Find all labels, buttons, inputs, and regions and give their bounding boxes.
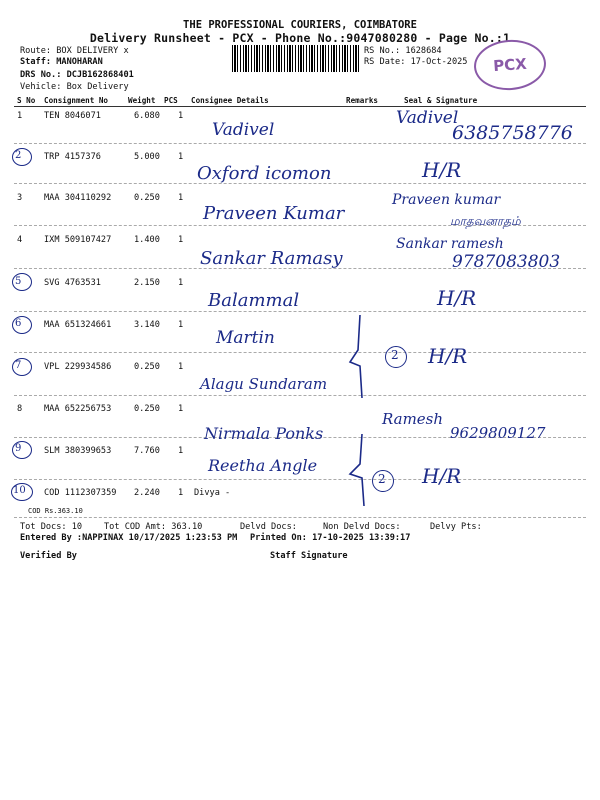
circled-number: 2 [378, 472, 386, 486]
row-sno: 2 [15, 150, 22, 161]
consignment-no: MAA 304110292 [44, 193, 112, 203]
handwritten-name: Martin [216, 328, 275, 348]
rs-date: RS Date: 17-Oct-2025 [364, 57, 468, 67]
signature: மாதவனாதம் [450, 214, 521, 228]
staff-signature: Staff Signature [270, 551, 348, 561]
signature: Ramesh [382, 410, 444, 428]
signature: H/R [422, 158, 462, 182]
row-sno: 10 [13, 485, 26, 496]
pcs: 1 [178, 278, 184, 288]
handwritten-name: Sankar Ramasy [200, 248, 343, 269]
pcs: 1 [178, 320, 184, 330]
verified-by: Verified By [20, 551, 77, 561]
pcs: 1 [178, 235, 184, 245]
weight: 0.250 [134, 362, 160, 372]
consignment-no: SLM 380399653 [44, 446, 112, 456]
circled-number: 2 [391, 348, 399, 362]
consignment-no: MAA 651324661 [44, 320, 112, 330]
total-docs: Tot Docs: 10 [20, 522, 83, 532]
signature: Vadivel [396, 108, 459, 128]
non-delivered-docs: Non Delvd Docs: [323, 522, 401, 532]
col-consignee: Consignee Details [191, 96, 269, 105]
barcode [232, 45, 360, 72]
signature: Praveen kumar [392, 192, 501, 208]
pcs: 1 [178, 111, 184, 121]
col-sno: S No [17, 96, 36, 105]
handwritten-name: Oxford icomon [197, 163, 332, 184]
weight: 3.140 [134, 320, 160, 330]
row-sno: 9 [15, 443, 22, 454]
col-pcs: PCS [164, 96, 178, 105]
consignment-no: TEN 8046071 [44, 111, 101, 121]
handwritten-name: Praveen Kumar [203, 203, 345, 224]
consignment-no: SVG 4763531 [44, 278, 101, 288]
handwritten-name: Reetha Angle [208, 456, 318, 475]
handwritten-name: Alagu Sundaram [200, 375, 328, 393]
pcs: 1 [178, 446, 184, 456]
weight: 6.080 [134, 111, 160, 121]
pcs: 1 [178, 488, 184, 498]
pcs: 1 [178, 362, 184, 372]
vehicle-label: Vehicle: Box Delivery [20, 82, 129, 92]
signature: H/R [437, 286, 477, 310]
bracket-mark [340, 430, 400, 510]
total-cod: Tot COD Amt: 363.10 [104, 522, 203, 532]
consignment-no: IXM 509107427 [44, 235, 112, 245]
company-title: THE PROFESSIONAL COURIERS, COIMBATORE [183, 19, 417, 31]
handwritten-name: Balammal [208, 290, 300, 311]
row-sno: 5 [15, 276, 22, 287]
table-header [14, 96, 586, 106]
row-sno: 4 [17, 235, 23, 245]
consignment-no: MAA 652256753 [44, 404, 112, 414]
entered-by: Entered By :NAPPINAX 10/17/2025 1:23:53 PM [20, 533, 238, 543]
pcs: 1 [178, 404, 184, 414]
consignment-no: VPL 229934586 [44, 362, 112, 372]
handwritten-name: Nirmala Ponks [204, 424, 324, 443]
staff-label: Staff: MANOHARAN [20, 57, 103, 67]
col-remarks: Remarks [346, 96, 379, 105]
printed-on: Printed On: 17-10-2025 13:39:17 [250, 533, 411, 543]
drs-number: DRS No.: DCJB162868401 [20, 70, 134, 80]
row-sno: 3 [17, 193, 23, 203]
weight: 1.400 [134, 235, 160, 245]
weight: 0.250 [134, 193, 160, 203]
pcx-stamp: PCX [472, 38, 547, 93]
col-weight: Weight [128, 96, 156, 105]
delivery-points: Delvy Pts: [430, 522, 482, 532]
consignee-name: Divya - [194, 488, 231, 498]
consignment-no: TRP 4157376 [44, 152, 101, 162]
handwritten-name: Vadivel [212, 120, 275, 140]
signature: Sankar ramesh [396, 236, 504, 252]
row-sno: 6 [15, 318, 22, 329]
rs-number: RS No.: 1628684 [364, 46, 442, 56]
signature: H/R [422, 464, 462, 488]
cod-note: COD Rs.363.10 [28, 507, 83, 515]
col-seal: Seal & Signature [404, 96, 478, 105]
signature: H/R [428, 344, 468, 368]
runsheet-subtitle: Delivery Runsheet - PCX - Phone No.:9047080280 - Page No.:1 [89, 31, 511, 45]
phone-handwritten: 9787083803 [452, 252, 561, 272]
phone-handwritten: 6385758776 [452, 122, 573, 144]
phone-handwritten: 9629809127 [450, 424, 546, 442]
weight: 2.150 [134, 278, 160, 288]
weight: 7.760 [134, 446, 160, 456]
pcs: 1 [178, 152, 184, 162]
weight: 2.240 [134, 488, 160, 498]
weight: 0.250 [134, 404, 160, 414]
row-sno: 8 [17, 404, 23, 414]
delivered-docs: Delvd Docs: [240, 522, 297, 532]
route-label: Route: BOX DELIVERY x [20, 46, 129, 56]
row-sno: 7 [15, 360, 22, 371]
weight: 5.000 [134, 152, 160, 162]
pcs: 1 [178, 193, 184, 203]
row-sno: 1 [17, 111, 23, 121]
consignment-no: COD 1112307359 [44, 488, 117, 498]
col-consignment: Consignment No [44, 96, 109, 105]
